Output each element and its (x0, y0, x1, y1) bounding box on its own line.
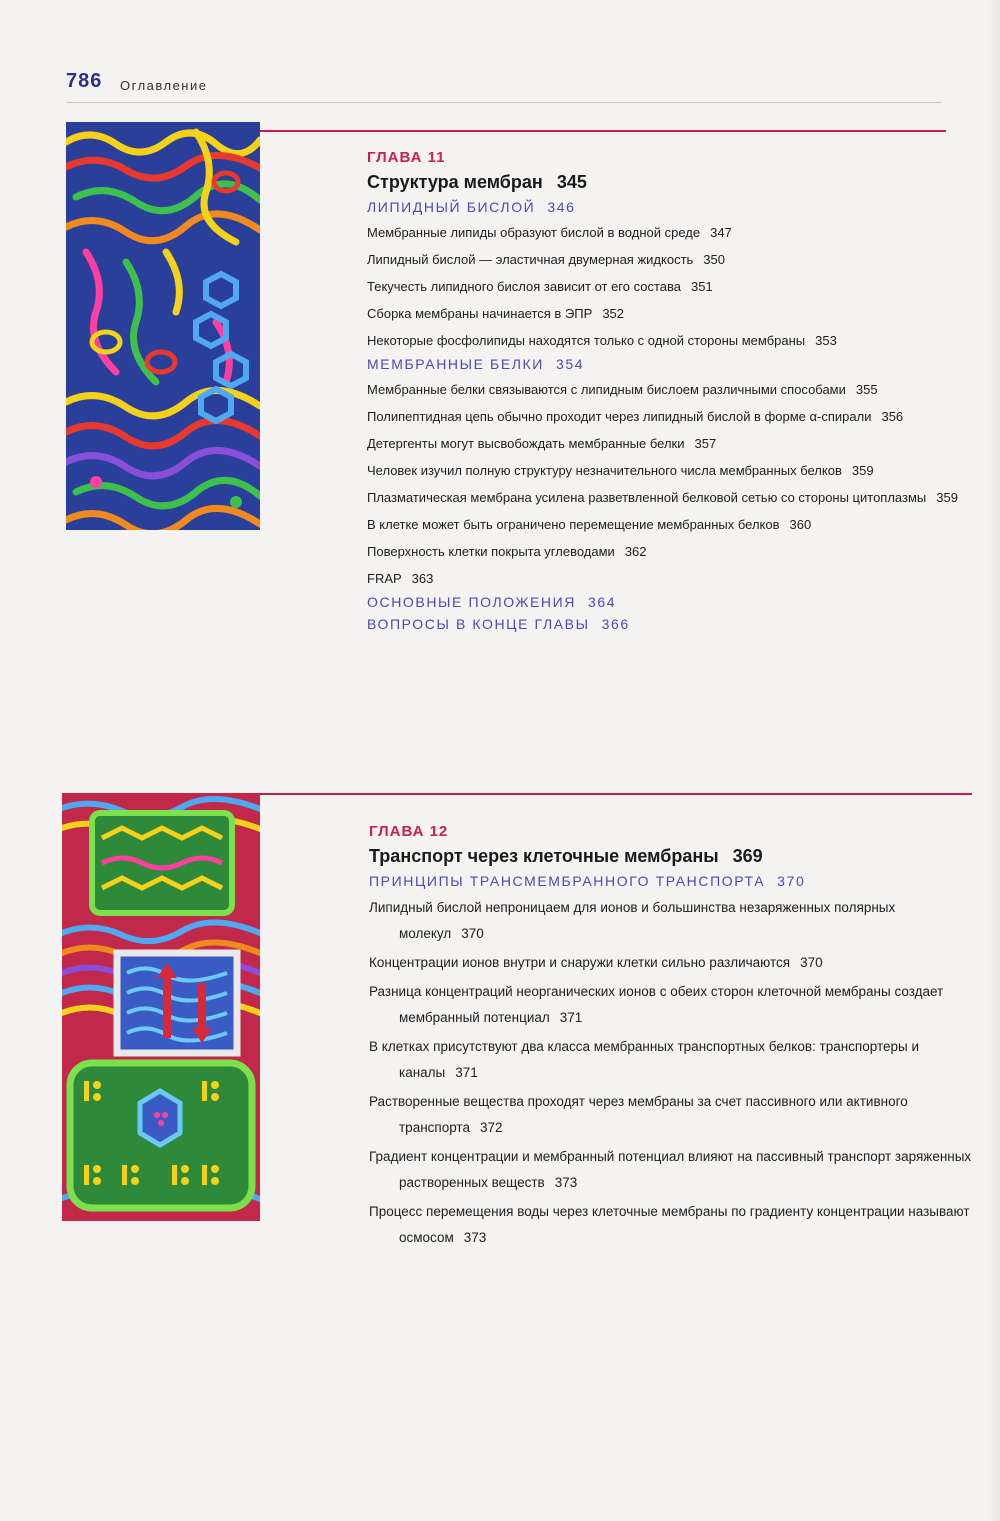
toc-entry-title: Детергенты могут высвобождать мембранные белки (367, 436, 685, 451)
toc-page: 373 (463, 1230, 487, 1245)
toc-entry-title: Концентрации ионов внутри и снаружи клетки сильно различаются (369, 955, 791, 970)
toc-entry[interactable] (369, 1034, 979, 1086)
chapter-illustration-graphic (62, 793, 260, 1221)
toc-section[interactable] (367, 199, 977, 215)
toc-section-title: ОСНОВНЫЕ ПОЛОЖЕНИЯ (367, 594, 576, 610)
toc-entry-title: Градиент концентрации и мембранный потенциал влияют на пассивный транспорт заряженных растворенных веществ (369, 1149, 972, 1190)
chapter-page: 345 (556, 172, 587, 192)
toc-page: 366 (601, 616, 630, 632)
chapter-illustration (66, 122, 260, 530)
toc-entry[interactable] (367, 459, 977, 483)
toc-section-title: ЛИПИДНЫЙ БИСЛОЙ (367, 199, 536, 215)
toc-entry[interactable] (367, 329, 977, 353)
toc-page: 347 (710, 225, 732, 240)
toc-entry[interactable] (367, 432, 977, 456)
toc-entry[interactable] (369, 1199, 979, 1251)
toc-section-title: МЕМБРАННЫЕ БЕЛКИ (367, 356, 544, 372)
toc-page: 346 (547, 199, 576, 215)
toc-section-title: ВОПРОСЫ В КОНЦЕ ГЛАВЫ (367, 616, 590, 632)
toc-entry-title: В клетке может быть ограничено перемещение мембранных белков (367, 517, 780, 532)
toc-list (369, 873, 979, 1251)
toc-entry[interactable] (367, 486, 977, 510)
chapter-label: ГЛАВА 11 (367, 149, 446, 166)
toc-page: 362 (624, 544, 647, 559)
toc-entry-title: Человек изучил полную структуру незначительного числа мембранных белков (367, 463, 842, 478)
toc-page: 351 (691, 279, 713, 294)
toc-entry-title: В клетках присутствуют два класса мембранных транспортных белков: транспортеры и каналы (369, 1039, 920, 1080)
toc-section[interactable] (367, 616, 977, 632)
toc-section[interactable] (367, 356, 977, 372)
toc-entry-title: Сборка мембраны начинается в ЭПР (367, 306, 593, 321)
toc-entry[interactable] (367, 378, 977, 402)
toc-page: 352 (602, 306, 625, 321)
toc-section-title: ПРИНЦИПЫ ТРАНСМЕМБРАННОГО ТРАНСПОРТА (369, 873, 766, 889)
toc-entry[interactable] (367, 540, 977, 564)
toc-section[interactable] (367, 594, 977, 610)
toc-entry-title: FRAP (367, 571, 402, 586)
chapter-title-text: Транспорт через клеточные мембраны (369, 846, 719, 866)
toc-page: 359 (936, 490, 958, 505)
toc-section[interactable] (369, 873, 979, 889)
toc-page: 350 (703, 252, 725, 267)
toc-list (367, 199, 977, 632)
toc-entry-title: Текучесть липидного бислоя зависит от его состава (367, 279, 682, 294)
chapter-11-toc (367, 149, 977, 638)
toc-page: 371 (559, 1010, 583, 1025)
toc-page: 372 (479, 1120, 503, 1135)
toc-entry[interactable] (369, 895, 979, 947)
toc-entry-title: Процесс перемещения воды через клеточные мембраны по градиенту концентрации называют осмосом (369, 1204, 970, 1245)
running-title: Оглавление (120, 78, 208, 93)
chapter-rule (260, 130, 946, 132)
toc-page: 364 (587, 594, 617, 610)
toc-page: 354 (555, 356, 585, 372)
chapter-title[interactable] (369, 846, 979, 867)
toc-entry[interactable] (367, 221, 977, 245)
page-number: 786 (66, 70, 103, 92)
chapter-title-text: Структура мембран (367, 172, 543, 192)
chapter-label: ГЛАВА 12 (369, 823, 449, 840)
toc-page: 357 (694, 436, 717, 451)
toc-entry[interactable] (369, 1089, 979, 1141)
toc-entry[interactable] (369, 950, 979, 976)
toc-entry[interactable] (367, 248, 977, 272)
toc-page: 359 (851, 463, 874, 478)
toc-page: 356 (881, 409, 904, 424)
toc-page: 370 (800, 955, 823, 970)
chapter-illustration (62, 793, 260, 1221)
toc-entry-title: Липидный бислой непроницаем для ионов и большинства незаряженных полярных молекул (369, 900, 896, 941)
page-edge-shadow (986, 0, 1000, 1521)
toc-entry[interactable] (369, 979, 979, 1031)
toc-entry-title: Плазматическая мембрана усилена разветвленной белковой сетью со стороны цитоплазмы (367, 490, 927, 505)
toc-entry-title: Разница концентраций неорганических ионов с обеих сторон клеточной мембраны создает мембранный потенциал (369, 984, 944, 1025)
toc-page: 371 (455, 1065, 478, 1080)
chapter-12-toc (369, 823, 979, 1254)
chapter-rule (260, 793, 972, 795)
toc-entry-title: Мембранные липиды образуют бислой в водной среде (367, 225, 701, 240)
toc-page: 370 (461, 926, 484, 941)
toc-entry[interactable] (367, 302, 977, 326)
toc-entry[interactable] (367, 513, 977, 537)
chapter-title[interactable] (367, 172, 977, 193)
toc-entry-title: Растворенные вещества проходят через мембраны за счет пассивного или активного транспорта (369, 1094, 908, 1135)
chapter-page: 369 (732, 846, 763, 866)
toc-page: 360 (789, 517, 812, 532)
toc-entry[interactable] (367, 275, 977, 299)
toc-entry-title: Мембранные белки связываются с липидным бислоем различными способами (367, 382, 846, 397)
toc-page: 363 (411, 571, 434, 586)
toc-entry-title: Поверхность клетки покрыта углеводами (367, 544, 615, 559)
toc-entry[interactable] (369, 1144, 979, 1196)
toc-entry-title: Липидный бислой — эластичная двумерная жидкость (367, 252, 694, 267)
chapter-illustration-graphic (66, 122, 260, 530)
toc-entry[interactable] (367, 405, 977, 429)
toc-page: 370 (777, 873, 806, 889)
toc-entry-title: Некоторые фосфолипиды находятся только с одной стороны мембраны (367, 333, 806, 348)
toc-page: 355 (855, 382, 878, 397)
toc-page: 373 (554, 1175, 578, 1190)
toc-entry-title: Полипептидная цепь обычно проходит через липидный бислой в форме α-спирали (367, 409, 872, 424)
toc-page: 353 (815, 333, 837, 348)
running-head (66, 68, 942, 103)
toc-entry[interactable] (367, 567, 977, 591)
